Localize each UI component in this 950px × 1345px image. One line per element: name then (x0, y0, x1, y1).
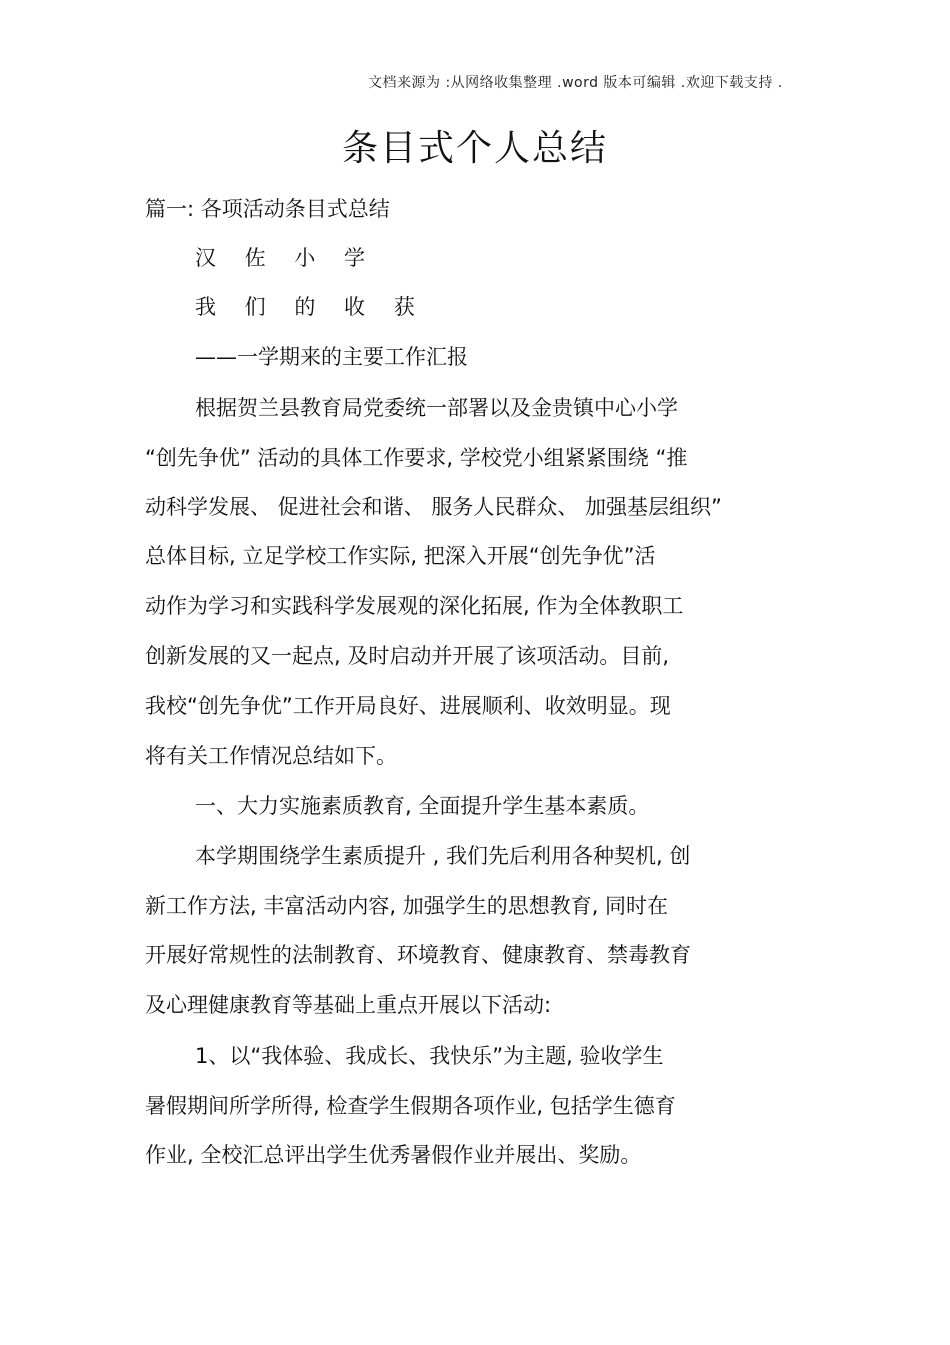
intro-line: 总体目标, 立足学校工作实际, 把深入开展“创先争优”活 (145, 544, 656, 568)
report-subtitle: ——一学期来的主要工作汇报 (195, 345, 468, 369)
list-item-line: 1、以“我体验、我成长、我快乐”为主题, 验收学生 (195, 1044, 664, 1068)
paragraph-line: 新工作方法, 丰富活动内容, 加强学生的思想教育, 同时在 (145, 894, 669, 918)
section-heading: 一、大力实施素质教育, 全面提升学生基本素质。 (195, 794, 650, 818)
intro-line: 根据贺兰县教育局党委统一部署以及金贵镇中心小学 (195, 396, 678, 420)
intro-line: 创新发展的又一起点, 及时启动并开展了该项活动。目前, (145, 644, 670, 668)
intro-line: 将有关工作情况总结如下。 (145, 744, 397, 768)
list-item-line: 暑假期间所学所得, 检查学生假期各项作业, 包括学生德育 (145, 1094, 676, 1118)
section-label: 篇一: 各项活动条目式总结 (145, 197, 390, 221)
intro-line: “创先争优” 活动的具体工作要求, 学校党小组紧紧围绕 “推 (145, 446, 688, 470)
report-title: 我 们 的 收 获 (195, 295, 426, 319)
paragraph-line: 本学期围绕学生素质提升 , 我们先后利用各种契机, 创 (195, 844, 691, 868)
header-note: 文档来源为 :从网络收集整理 .word 版本可编辑 .欢迎下载支持 . (368, 75, 783, 91)
paragraph-line: 开展好常规性的法制教育、环境教育、健康教育、禁毒教育 (145, 943, 691, 967)
paragraph-line: 及心理健康教育等基础上重点开展以下活动: (145, 993, 552, 1017)
school-name: 汉 佐 小 学 (195, 246, 377, 270)
intro-line: 动科学发展、 促进社会和谐、 服务人民群众、 加强基层组织” (145, 495, 722, 519)
intro-line: 动作为学习和实践科学发展观的深化拓展, 作为全体教职工 (145, 594, 684, 618)
intro-line: 我校“创先争优”工作开局良好、进展顺利、收效明显。现 (145, 694, 671, 718)
list-item-line: 作业, 全校汇总评出学生优秀暑假作业并展出、奖励。 (145, 1143, 642, 1167)
document-title: 条目式个人总结 (341, 128, 608, 169)
